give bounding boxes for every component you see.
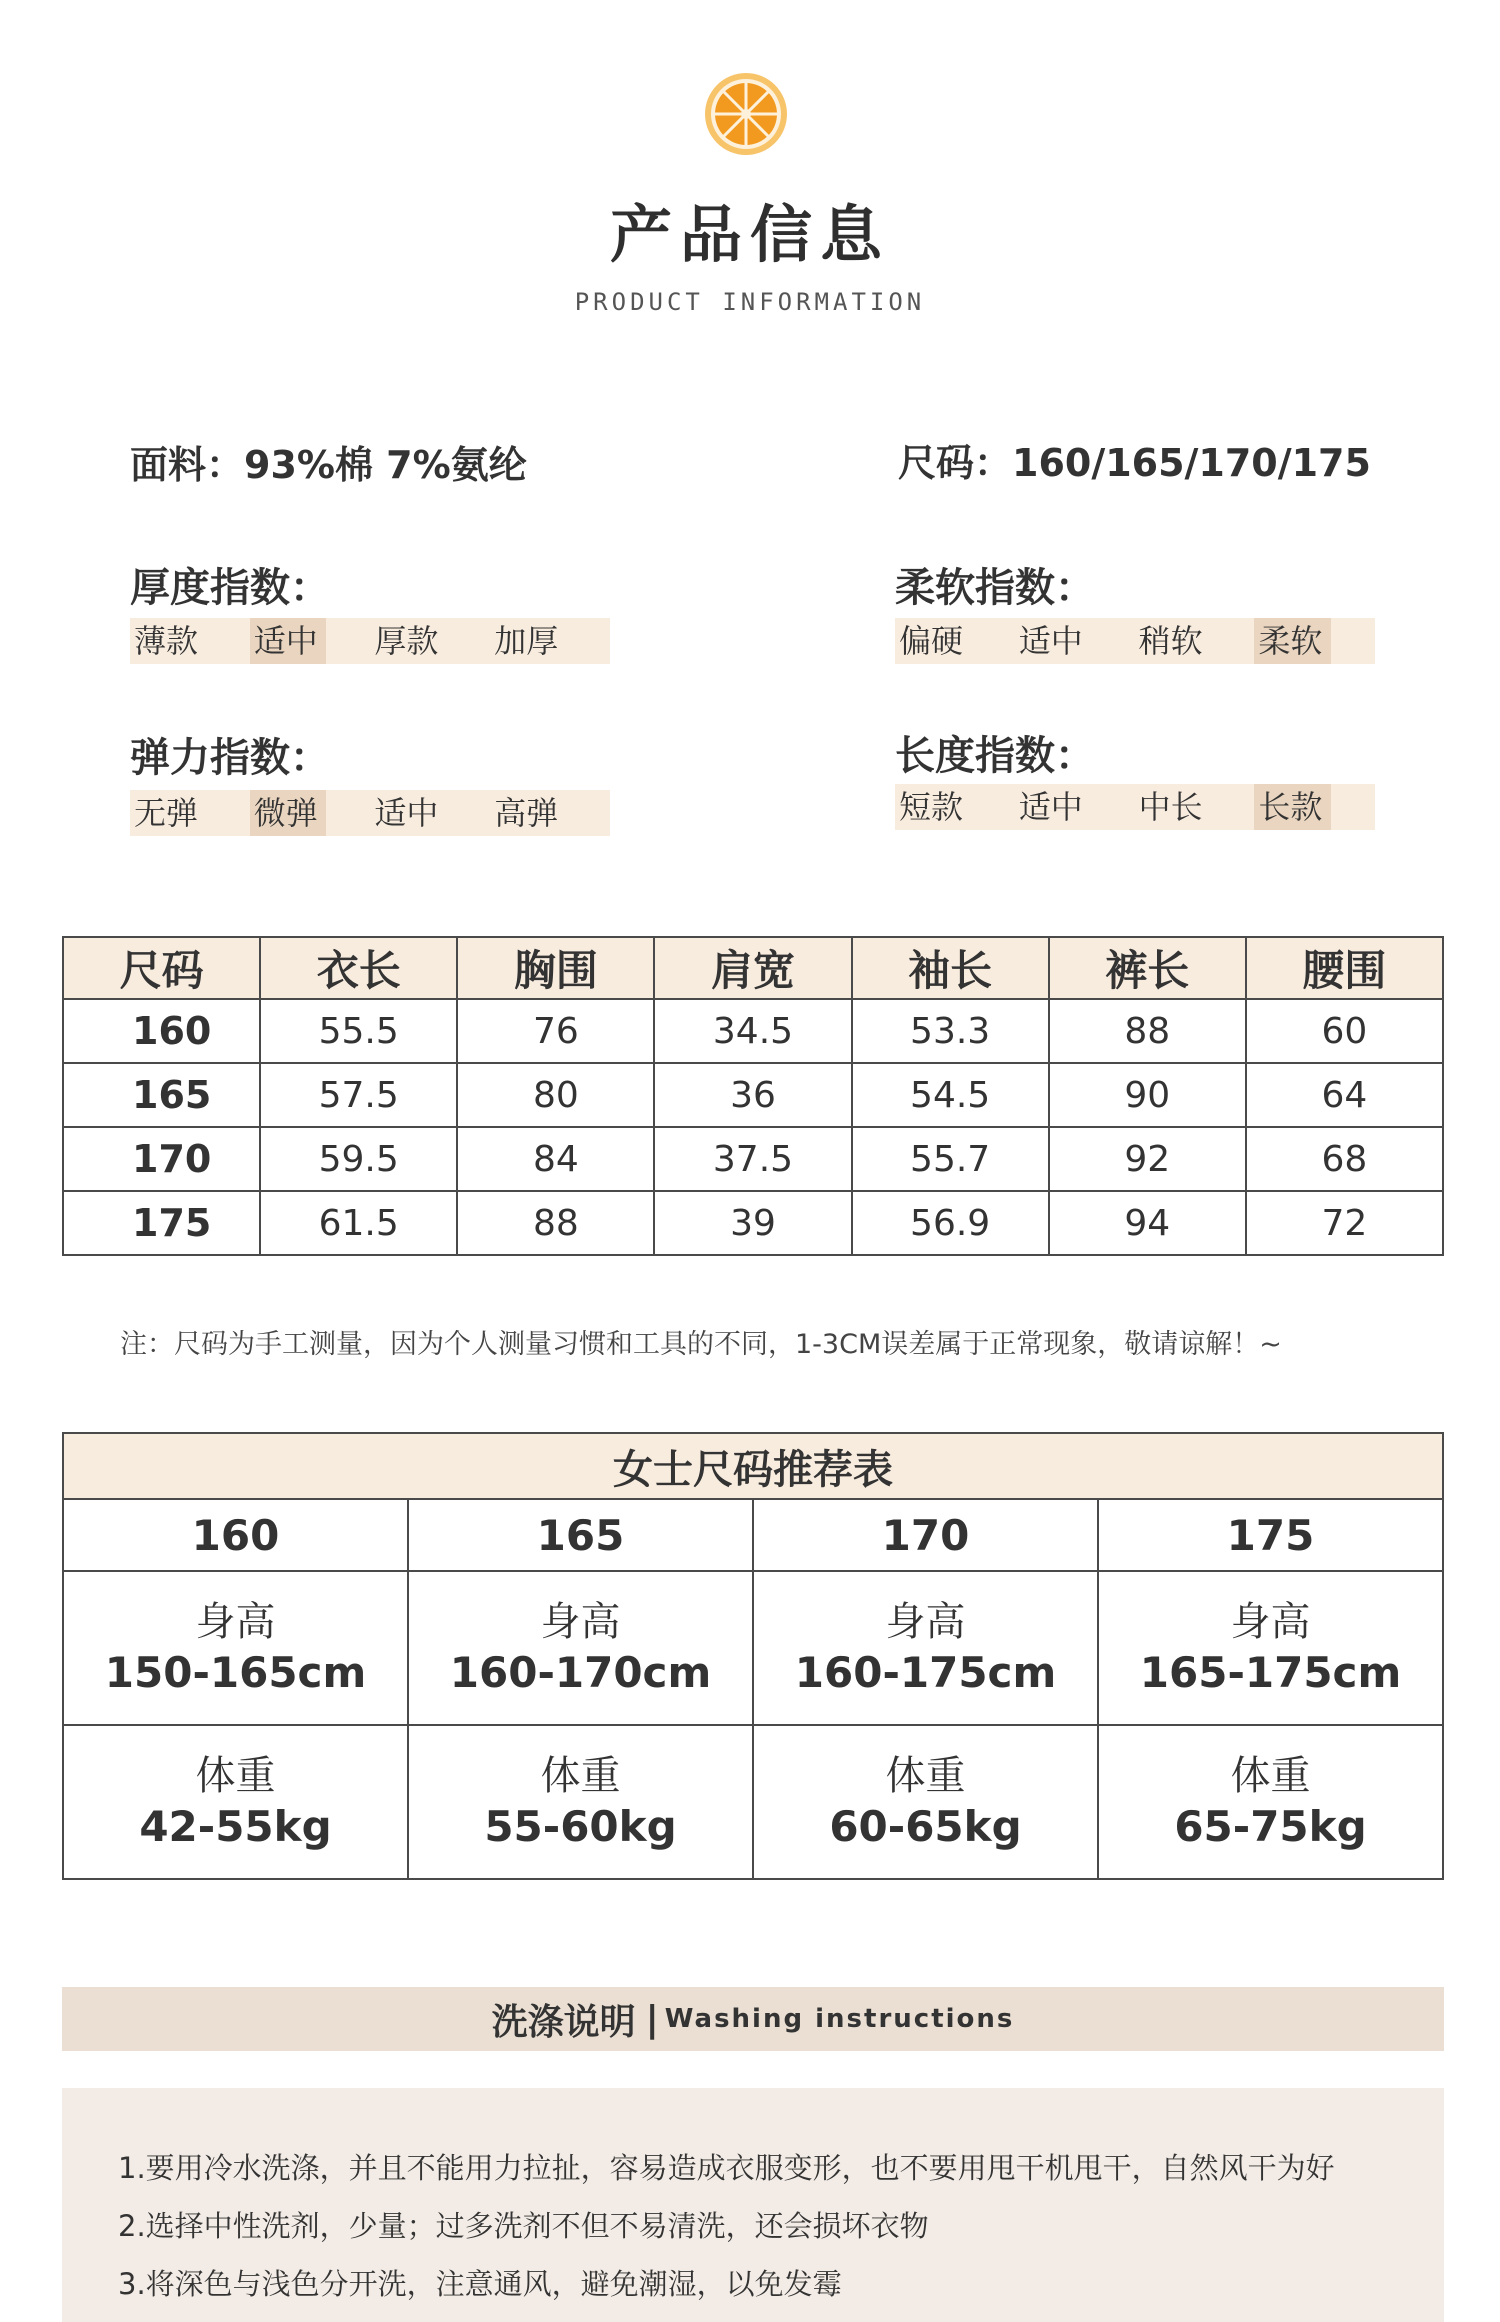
elasticity-option-selected: 微弹 [250, 790, 327, 836]
elasticity-option: 高弹 [494, 794, 559, 832]
washing-item: 3.将深色与浅色分开洗，注意通风，避免潮湿，以免发霉 [118, 2267, 842, 2301]
table-cell: 170 [63, 1127, 260, 1191]
page-title: 产品信息 [609, 198, 890, 271]
washing-subtitle: Washing instructions [664, 2004, 1015, 2034]
header-length: 衣长 [260, 937, 457, 999]
weight-value: 65-75kg [1174, 1801, 1367, 1851]
weight-value: 60-65kg [829, 1801, 1022, 1851]
thickness-option: 薄款 [134, 622, 199, 660]
rec-size-row [63, 1499, 1443, 1571]
height-value: 160-170cm [449, 1647, 712, 1697]
elasticity-option: 无弹 [134, 794, 199, 832]
rec-height-row [63, 1571, 1443, 1725]
weight-label: 体重 [540, 1752, 621, 1799]
length-option-selected: 长款 [1254, 784, 1331, 830]
rec-weight-cell [63, 1725, 408, 1879]
weight-label: 体重 [1230, 1752, 1311, 1799]
rec-weight-cell [753, 1725, 1098, 1879]
rec-size: 170 [753, 1499, 1098, 1571]
rec-size: 175 [1098, 1499, 1443, 1571]
table-row [63, 1063, 1443, 1127]
table-cell: 53.3 [852, 999, 1049, 1063]
fabric-info: 面料：93%棉 7%氨纶 [130, 443, 527, 487]
softness-option-selected: 柔软 [1254, 618, 1331, 664]
table-row [63, 1191, 1443, 1255]
weight-label: 体重 [885, 1752, 966, 1799]
washing-title: 洗涤说明 [491, 2001, 636, 2043]
washing-item: 2.选择中性洗剂，少量；过多洗剂不但不易清洗，还会损坏衣物 [118, 2209, 929, 2243]
height-value: 150-165cm [104, 1647, 367, 1697]
softness-option: 偏硬 [899, 622, 964, 660]
size-info: 尺码：160/165/170/175 [898, 441, 1371, 485]
rec-height-cell [753, 1571, 1098, 1725]
size-table [62, 936, 1444, 1256]
table-cell: 55.5 [260, 999, 457, 1063]
header-chest: 胸围 [457, 937, 654, 999]
length-options [895, 784, 1375, 830]
table-cell: 56.9 [852, 1191, 1049, 1255]
height-value: 160-175cm [794, 1647, 1057, 1697]
softness-option: 稍软 [1138, 622, 1203, 660]
rec-height-cell [63, 1571, 408, 1725]
elasticity-heading: 弹力指数： [130, 735, 330, 781]
orange-slice-icon [703, 71, 789, 157]
size-recommendation-table [62, 1432, 1444, 1880]
table-cell: 88 [1049, 999, 1246, 1063]
table-cell: 60 [1246, 999, 1443, 1063]
measurement-note: 注：尺码为手工测量，因为个人测量习惯和工具的不同，1-3CM误差属于正常现象，敬请谅解！~ [120, 1329, 1282, 1360]
table-cell: 59.5 [260, 1127, 457, 1191]
header-pants-length: 裤长 [1049, 937, 1246, 999]
table-cell: 165 [63, 1063, 260, 1127]
height-label: 身高 [195, 1598, 276, 1645]
height-label: 身高 [885, 1598, 966, 1645]
table-cell: 175 [63, 1191, 260, 1255]
rec-height-cell [1098, 1571, 1443, 1725]
washing-banner [62, 1987, 1444, 2051]
washing-item: 1.要用冷水洗涤，并且不能用力拉扯，容易造成衣服变形，也不要用甩干机甩干，自然风干为好 [118, 2151, 1335, 2185]
table-cell: 37.5 [654, 1127, 851, 1191]
height-value: 165-175cm [1139, 1647, 1402, 1697]
table-cell: 76 [457, 999, 654, 1063]
table-cell: 68 [1246, 1127, 1443, 1191]
rec-table-title: 女士尺码推荐表 [63, 1433, 1443, 1499]
rec-weight-cell [1098, 1725, 1443, 1879]
rec-weight-row [63, 1725, 1443, 1879]
table-row [63, 1127, 1443, 1191]
table-cell: 54.5 [852, 1063, 1049, 1127]
thickness-options [130, 618, 610, 664]
table-cell: 80 [457, 1063, 654, 1127]
length-option: 中长 [1138, 788, 1203, 826]
rec-title-row [63, 1433, 1443, 1499]
table-cell: 57.5 [260, 1063, 457, 1127]
length-heading: 长度指数： [895, 733, 1095, 779]
table-cell: 84 [457, 1127, 654, 1191]
table-cell: 55.7 [852, 1127, 1049, 1191]
header-size: 尺码 [63, 937, 260, 999]
table-cell: 90 [1049, 1063, 1246, 1127]
thickness-option: 厚款 [374, 622, 439, 660]
table-cell: 94 [1049, 1191, 1246, 1255]
table-cell: 36 [654, 1063, 851, 1127]
softness-options [895, 618, 1375, 664]
thickness-option: 加厚 [494, 622, 559, 660]
rec-size: 165 [408, 1499, 753, 1571]
weight-value: 42-55kg [139, 1801, 332, 1851]
length-option: 适中 [1018, 788, 1083, 826]
table-cell: 61.5 [260, 1191, 457, 1255]
softness-heading: 柔软指数： [895, 565, 1095, 611]
elasticity-option: 适中 [374, 794, 439, 832]
table-row [63, 999, 1443, 1063]
length-option: 短款 [899, 788, 964, 826]
height-label: 身高 [1230, 1598, 1311, 1645]
washing-separator: | [645, 1998, 659, 2040]
rec-weight-cell [408, 1725, 753, 1879]
size-table-header-row [63, 937, 1443, 999]
rec-size: 160 [63, 1499, 408, 1571]
table-cell: 88 [457, 1191, 654, 1255]
table-cell: 34.5 [654, 999, 851, 1063]
page-subtitle: PRODUCT INFORMATION [574, 288, 926, 316]
thickness-heading: 厚度指数： [130, 565, 330, 611]
table-cell: 64 [1246, 1063, 1443, 1127]
elasticity-options [130, 790, 610, 836]
weight-value: 55-60kg [484, 1801, 677, 1851]
header-sleeve: 袖长 [852, 937, 1049, 999]
softness-option: 适中 [1018, 622, 1083, 660]
height-label: 身高 [540, 1598, 621, 1645]
table-cell: 160 [63, 999, 260, 1063]
header-waist: 腰围 [1246, 937, 1443, 999]
header-shoulder: 肩宽 [654, 937, 851, 999]
table-cell: 39 [654, 1191, 851, 1255]
rec-height-cell [408, 1571, 753, 1725]
thickness-option-selected: 适中 [250, 618, 327, 664]
weight-label: 体重 [195, 1752, 276, 1799]
table-cell: 72 [1246, 1191, 1443, 1255]
table-cell: 92 [1049, 1127, 1246, 1191]
